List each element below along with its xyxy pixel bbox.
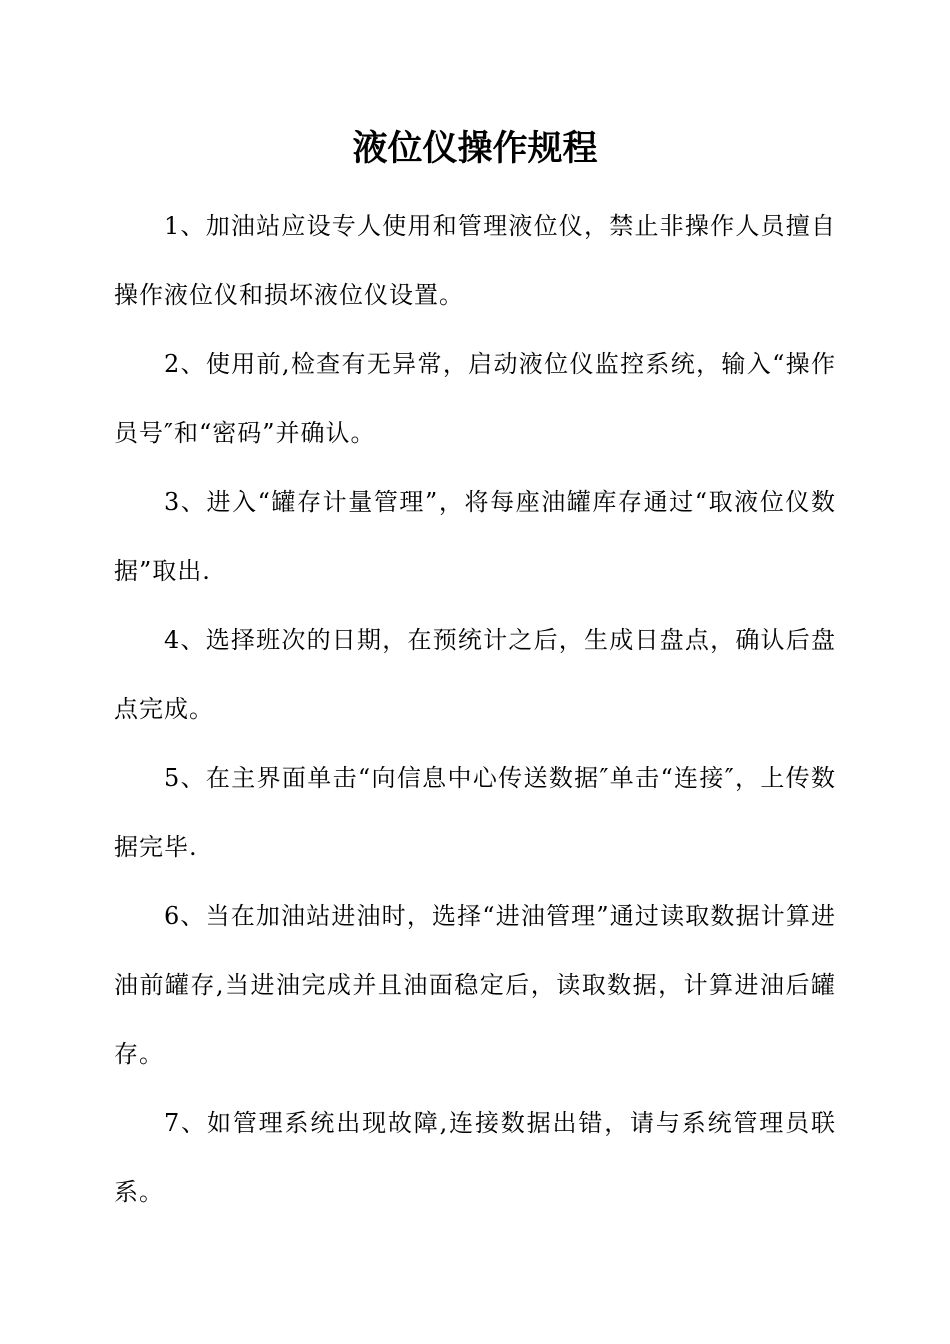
document-title: 液位仪操作规程	[352, 129, 598, 169]
paragraph-3: 3、进入“罐存计量管理”，将每座油罐库存通过“取液位仪数据”取出.	[114, 488, 836, 585]
document-body	[114, 192, 836, 1227]
paragraph-4: 4、选择班次的日期，在预统计之后，生成日盘点，确认后盘点完成。	[114, 626, 836, 723]
paragraph-5: 5、在主界面单击“向信息中心传送数据″单击“连接″，上传数据完毕.	[114, 764, 836, 861]
paragraph-1: 1、加油站应设专人使用和管理液位仪，禁止非操作人员擅自操作液位仪和损坏液位仪设置。	[114, 212, 836, 309]
paragraph-2: 2、使用前,检查有无异常，启动液位仪监控系统，输入“操作员号″和“密码”并确认。	[114, 350, 836, 447]
paragraph-6: 6、当在加油站进油时，选择“进油管理”通过读取数据计算进油前罐存,当进油完成并且油面稳定后，读取数据，计算进油后罐存。	[114, 902, 836, 1068]
paragraph-7: 7、如管理系统出现故障,连接数据出错，请与系统管理员联系。	[114, 1109, 836, 1206]
